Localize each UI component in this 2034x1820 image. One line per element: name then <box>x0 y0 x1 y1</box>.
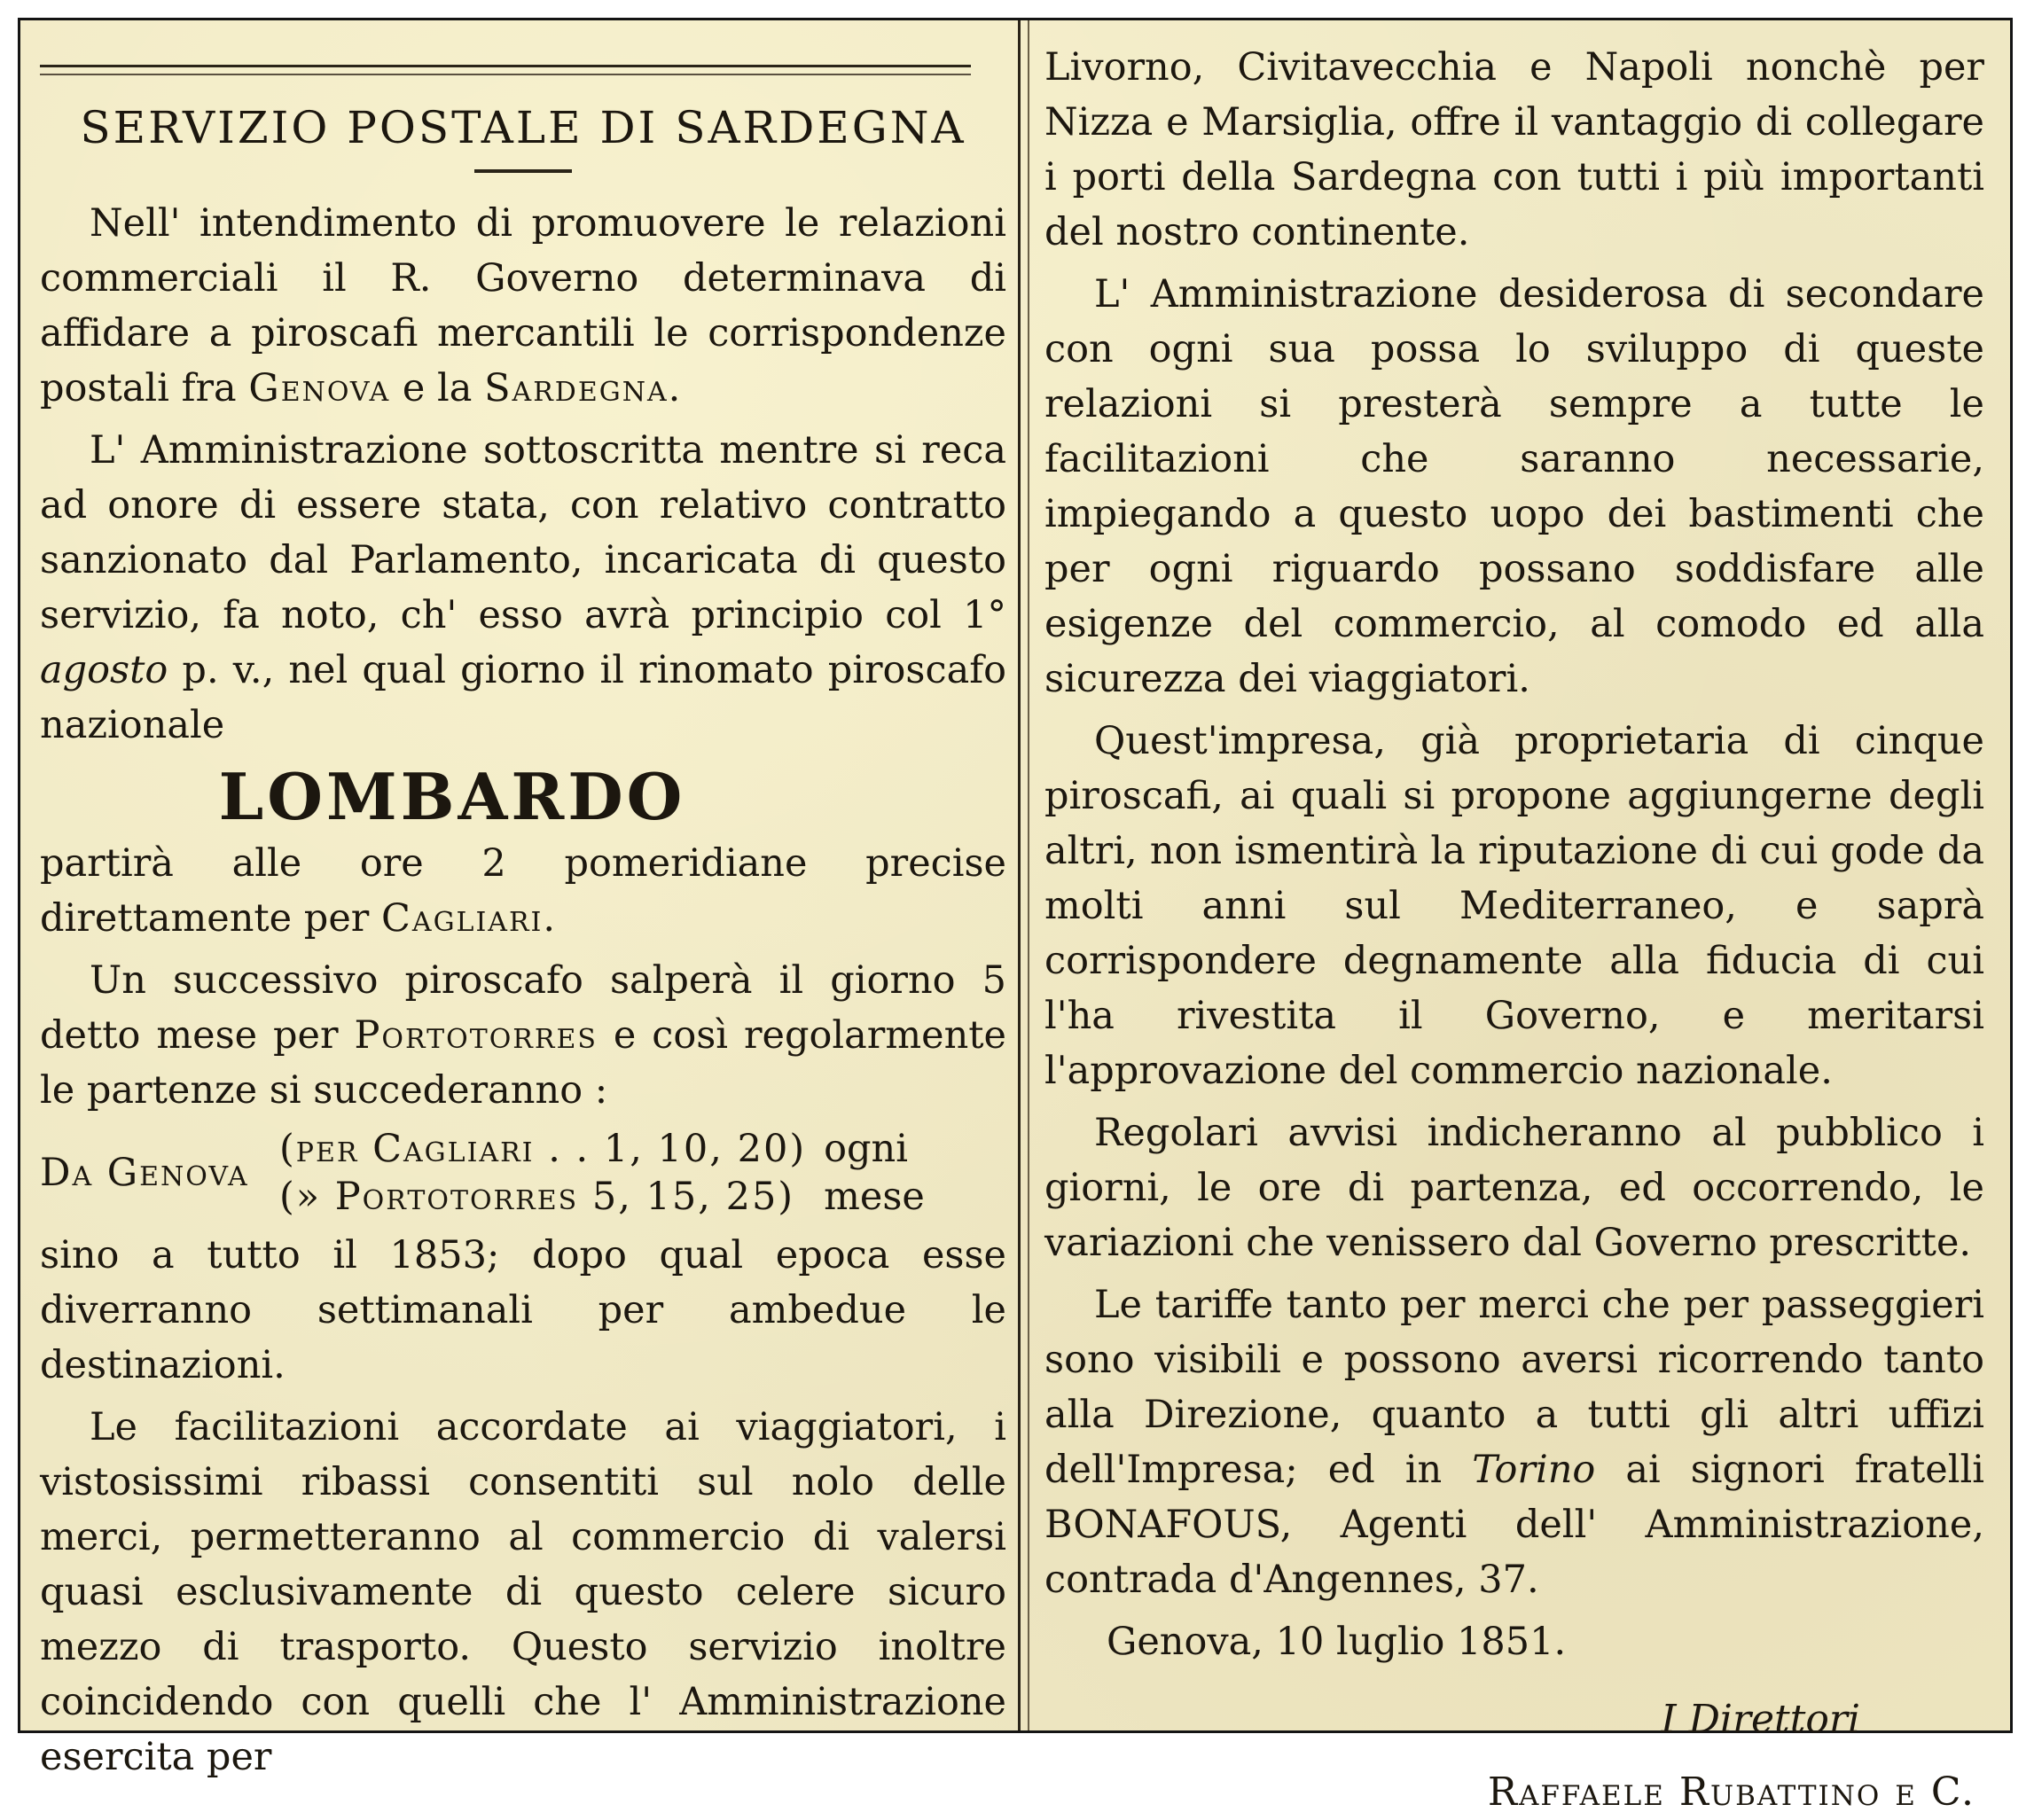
right-paragraph-2: L' Amministrazione desiderosa di secondare con ogni sua possa lo sviluppo di queste relazioni si presterà sempre a tutte le facilitazioni che saranno necessarie, impiegando a questo uopo dei bastimenti che per ogni riguardo possano soddisfare alle esigenze del commercio, al comodo ed alla sicurezza dei viaggiatori. <box>1044 272 1984 701</box>
right-paragraph-5-text-a: Le tariffe tanto per merci che per passeggieri sono visibili e possono aversi ricorrendo tanto alla Direzione, quanto a tutti gli altri uffizi dell'Impresa; ed in <box>1044 1283 1984 1492</box>
signature-name: Raffaele Rubattino e C. <box>1487 1769 1975 1815</box>
right-paragraph-1: Livorno, Civitavecchia e Napoli nonchè per Nizza e Marsiglia, offre il vantaggio di collegare i porti della Sardegna con tutti i più importanti del nostro continente. <box>1044 45 1984 254</box>
dateline: Genova, 10 luglio 1851. <box>1107 1620 1567 1664</box>
paragraph-1-text: Nell' intendimento di promuovere le relazioni commerciali il R. Governo determinava di affidare a piroscafi mercantili le corrispondenze postali fra <box>40 201 1006 410</box>
conjunction: e la <box>402 366 473 410</box>
paragraph-2-text-a: L' Amministrazione sottoscritta mentre si reca ad onore di essere stata, con relativo contratto sanzionato dal Parlamento, incaricata di questo servizio, fa noto, ch' esso avrà principio col 1° <box>40 428 1006 637</box>
month-agosto: agosto <box>40 648 168 692</box>
column-divider-inner <box>1028 20 1029 1730</box>
headline: SERVIZIO POSTALE DI SARDEGNA <box>80 102 966 153</box>
double-rule-bottom <box>40 74 971 75</box>
paragraph-3 <box>40 836 1006 946</box>
place-genova: Genova <box>248 366 391 410</box>
ship-name: LOMBARDO <box>218 759 686 834</box>
paragraph-4 <box>40 953 1006 1118</box>
paragraph-6: Le facilitazioni accordate ai viaggiatori, i vistosissimi ribassi consentiti sul nolo delle merci, permetteranno al commercio di valersi quasi esclusivamente di questo celere sicuro mezzo di trasporto. Questo servizio inoltre coincidendo con quelli che l' Amministrazione esercita per <box>40 1405 1006 1779</box>
paragraph-2-text-b: p. v., nel qual giorno il rinomato piroscafo nazionale <box>40 648 1007 747</box>
newspaper-clipping <box>18 18 2013 1815</box>
signature-title: I Direttori <box>1661 1697 1860 1742</box>
place-cagliari: Cagliari. <box>381 896 558 941</box>
right-paragraph-5 <box>1044 1277 1984 1607</box>
place-portotorres: Portotorres <box>354 1013 598 1058</box>
schedule-origin: Da Genova <box>40 1151 249 1195</box>
paragraph-4-text-a: Un successivo piroscafo salperà il giorno 5 detto mese per <box>40 958 1006 1058</box>
left-column <box>40 20 1006 1792</box>
right-paragraph-4: Regolari avvisi indicheranno al pubblico i giorni, le ore di partenza, ed occorrendo, le variazioni che venissero dal Governo prescritte. <box>1044 1111 1984 1265</box>
schedule-mese: mese <box>824 1175 925 1219</box>
paragraph-4-text-b: e così regolarmente le partenze si succederanno : <box>40 1013 1006 1113</box>
schedule-table <box>40 1125 1006 1221</box>
city-torino: Torino <box>1472 1448 1596 1492</box>
column-divider <box>1018 20 1021 1730</box>
right-paragraph-3: Quest'impresa, già proprietaria di cinque piroscafi, ai quali si propone aggiungerne degli altri, non ismentirà la riputazione di cui gode da molti anni sul Mediterraneo, e saprà corrispondere degnamente alla fiducia di cui l'ha rivestita il Governo, e meritarsi l'approvazione del commercio nazionale. <box>1044 719 1984 1093</box>
schedule-ogni: ogni <box>824 1127 908 1171</box>
paragraph-2 <box>40 423 1006 753</box>
place-sardegna: Sardegna. <box>484 366 683 410</box>
double-rule-top <box>40 65 971 67</box>
headline-rule <box>474 169 572 173</box>
right-paragraph-5-text-b: ai signori fratelli BONAFOUS, Agenti dell' Amministrazione, contrada d'Angennes, 37. <box>1044 1448 1985 1602</box>
schedule-rows <box>279 1125 806 1221</box>
right-column <box>1044 20 1984 1820</box>
schedule-frequency <box>824 1125 925 1221</box>
paragraph-5: sino a tutto il 1853; dopo qual epoca esse diverranno settimanali per ambedue le destinazioni. <box>40 1233 1006 1387</box>
top-rules <box>40 45 1006 81</box>
paragraph-3-text: partirà alle ore 2 pomeridiane precise direttamente per <box>40 841 1006 941</box>
schedule-row-cagliari: (per Cagliari . . 1, 10, 20) <box>279 1127 807 1171</box>
schedule-row-portotorres: (» Portotorres 5, 15, 25) <box>279 1175 795 1219</box>
paragraph-1 <box>40 196 1006 416</box>
